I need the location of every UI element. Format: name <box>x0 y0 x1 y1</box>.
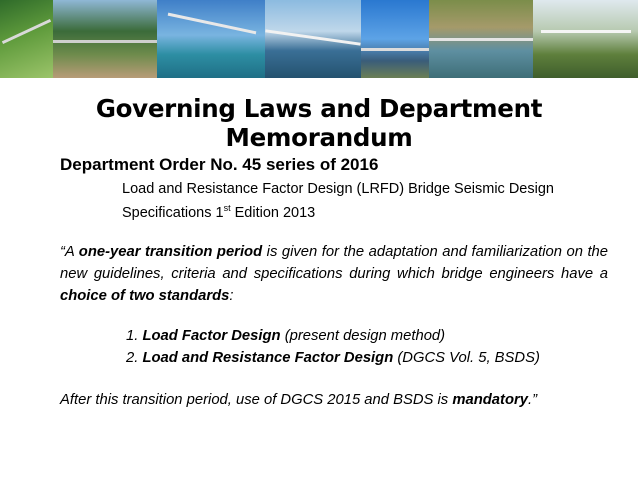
bridge-photo-6 <box>429 0 533 78</box>
quote-end: : <box>229 288 234 304</box>
item-1-rest: (present design method) <box>280 328 446 344</box>
quote-bold-choice: choice of two standards <box>60 288 230 304</box>
standard-item-2 <box>126 350 540 366</box>
after-post: .” <box>527 392 538 408</box>
item-2-bold: Load and Resistance Factor Design <box>142 350 394 366</box>
quote-bold-transition: one-year transition period <box>78 244 263 260</box>
transition-quote <box>60 241 608 307</box>
item-2-number: 2. <box>126 350 143 366</box>
spec-line-2-post: Edition 2013 <box>230 204 316 221</box>
quote-middle: is given for the adaptation and familiarization on the new guidelines, criteria and specifications during which bridge engineers have a <box>60 244 609 282</box>
bridge-photo-banner <box>0 0 638 78</box>
standard-item-1 <box>126 328 445 344</box>
slide-title: Governing Laws and Department Memorandum <box>95 94 543 152</box>
spec-line-2-pre: Specifications 1 <box>122 204 224 221</box>
spec-line-1: Load and Resistance Factor Design (LRFD) Bridge Seismic Design <box>122 181 554 197</box>
after-transition-line <box>60 392 537 408</box>
bridge-photo-1 <box>0 0 53 78</box>
spec-line-2 <box>122 203 315 221</box>
quote-open: “A <box>60 244 79 260</box>
item-2-rest: (DGCS Vol. 5, BSDS) <box>393 350 540 366</box>
spec-line-2-sup: st <box>223 203 231 213</box>
bridge-photo-3 <box>157 0 265 78</box>
bridge-photo-7 <box>533 0 638 78</box>
bridge-photo-4 <box>265 0 361 78</box>
item-1-number: 1. <box>126 328 143 344</box>
after-bold-mandatory: mandatory <box>452 392 528 408</box>
after-pre: After this transition period, use of DGCS 2015 and BSDS is <box>60 392 453 408</box>
bridge-photo-5 <box>361 0 429 78</box>
item-1-bold: Load Factor Design <box>142 328 281 344</box>
bridge-photo-2 <box>53 0 157 78</box>
department-order-heading: Department Order No. 45 series of 2016 <box>60 155 379 174</box>
